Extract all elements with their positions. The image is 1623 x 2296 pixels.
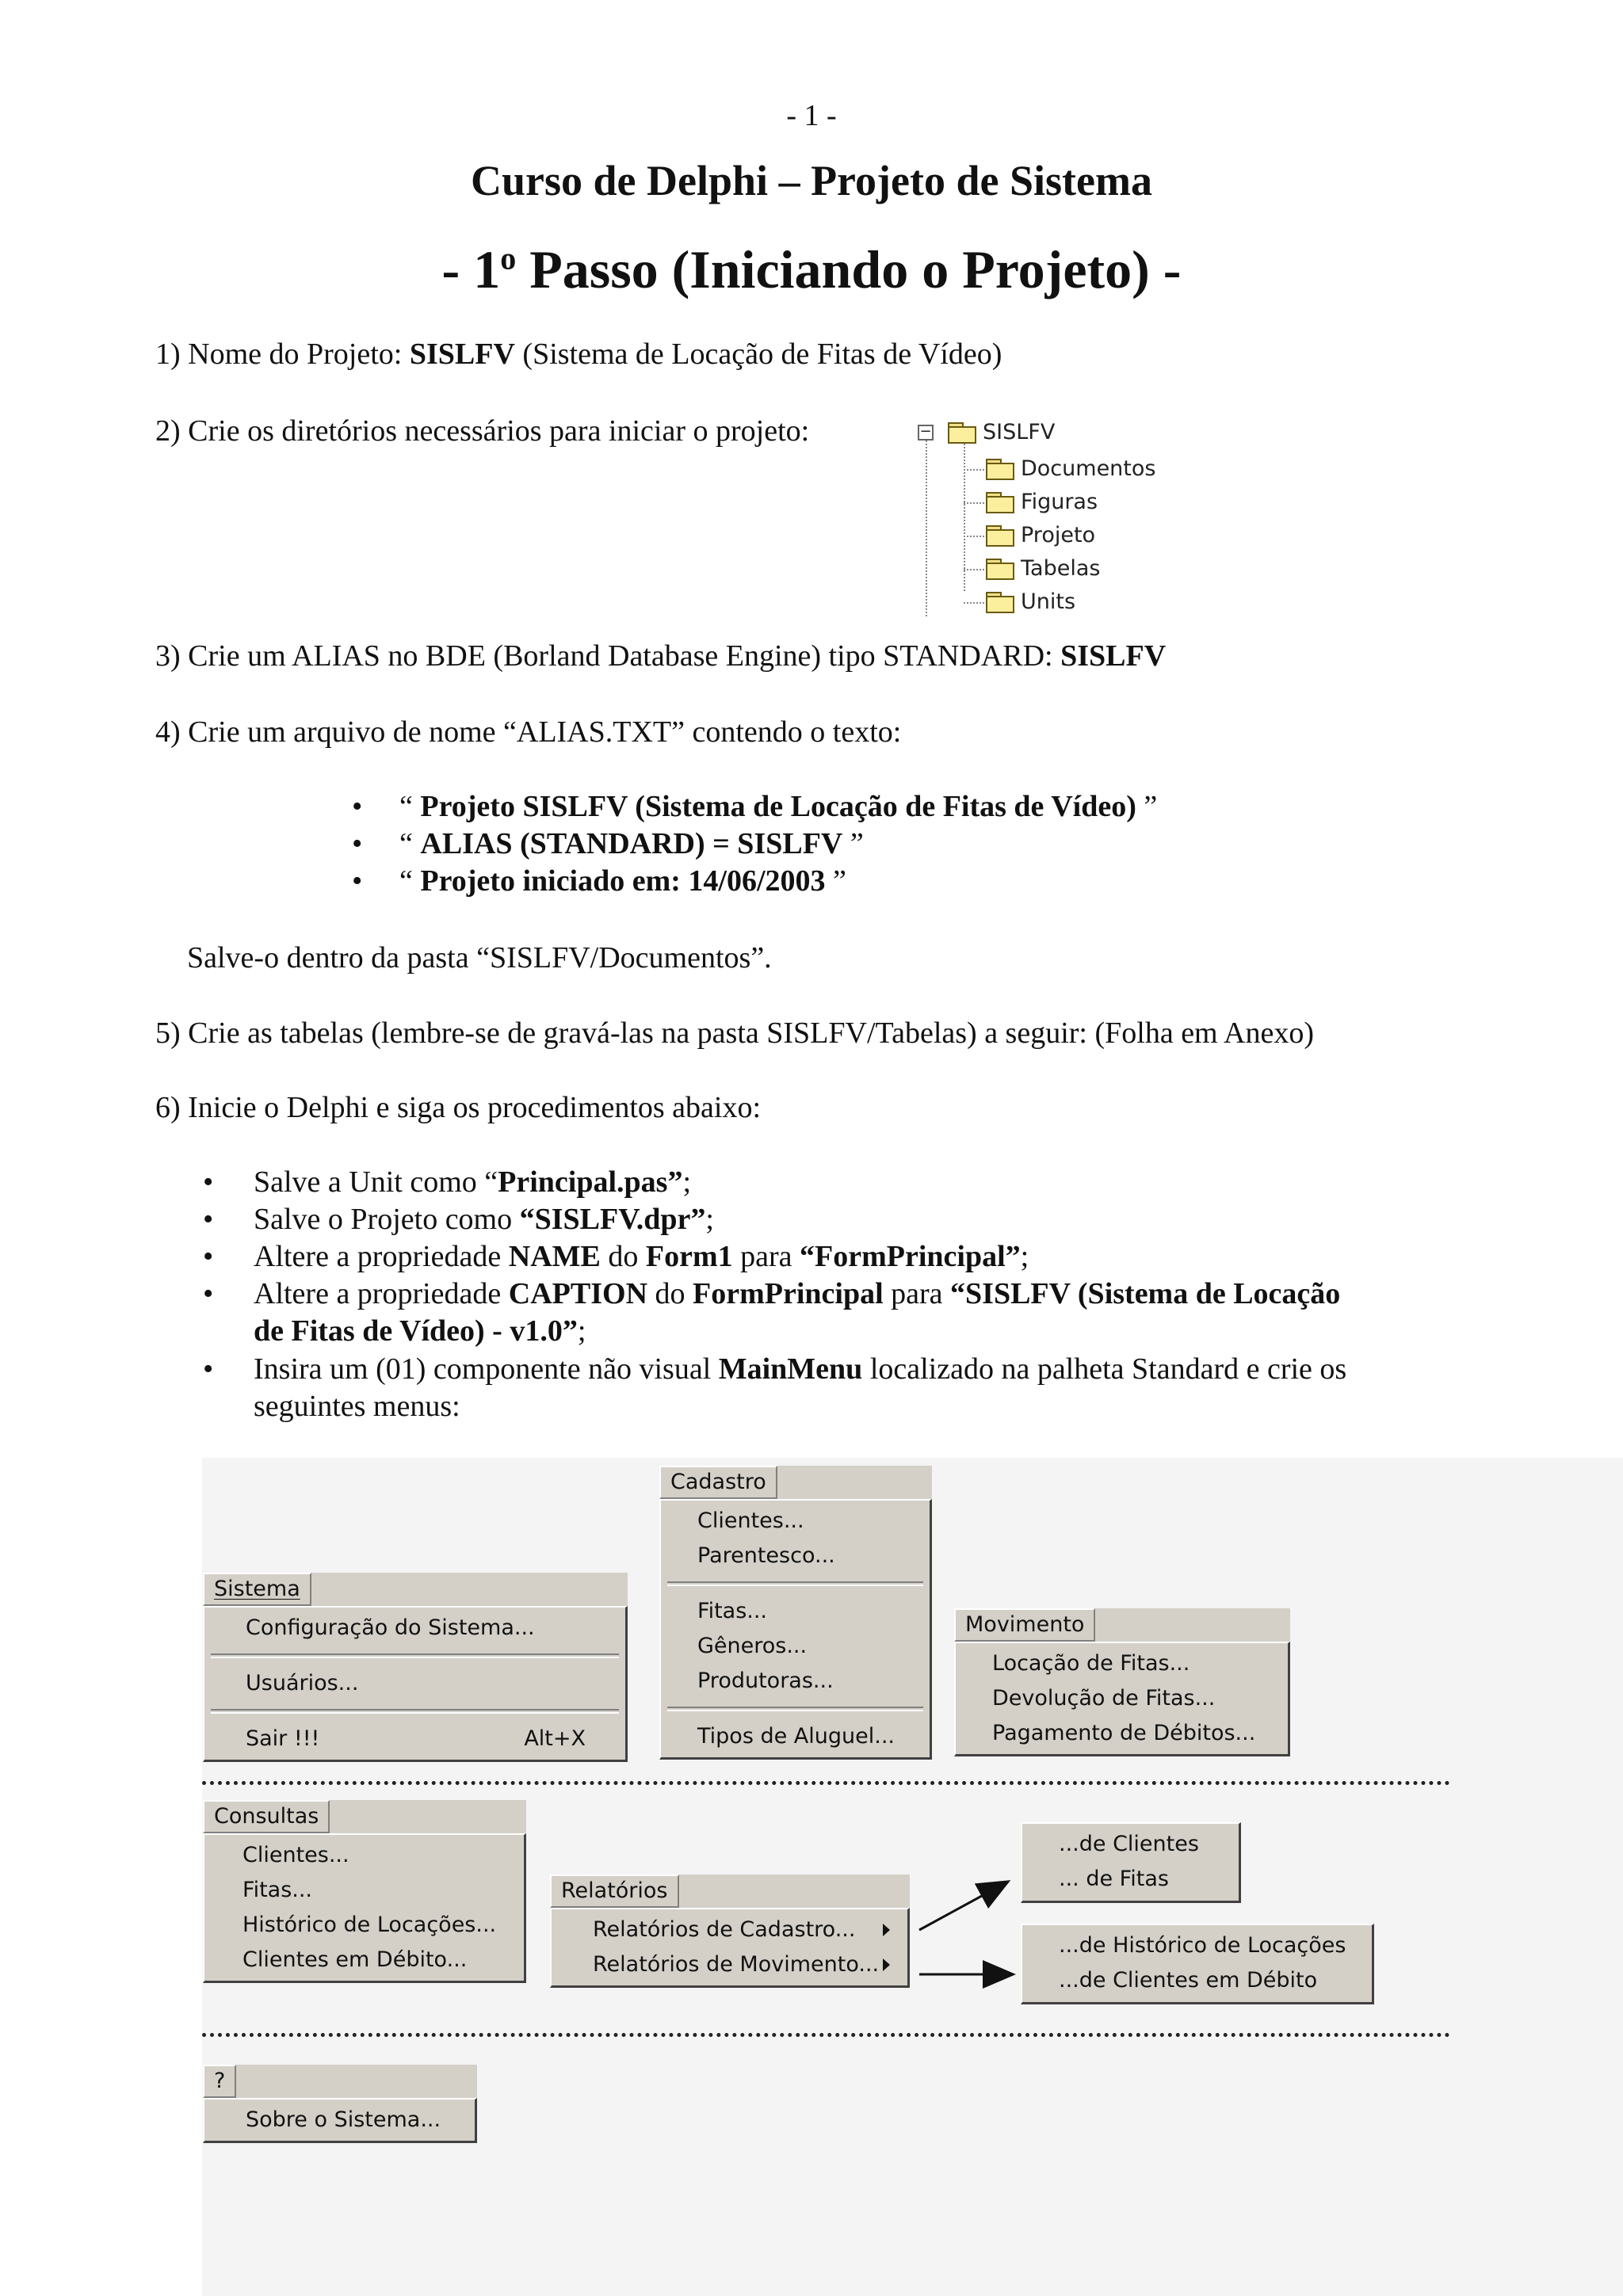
text-bold: FormPrincipal: [693, 1277, 884, 1310]
tree-item-label: Tabelas: [1021, 556, 1101, 581]
alias-line-text: Projeto iniciado em: 14/06/2003: [420, 864, 826, 898]
procedure-item-cont: seguintes menus:: [254, 1390, 460, 1423]
quote-open: “: [399, 864, 421, 898]
text-bold: CAPTION: [508, 1277, 648, 1310]
step-3-alias: SISLFV: [1060, 639, 1167, 673]
menu-title-sistema[interactable]: Sistema: [203, 1573, 311, 1606]
text: Salve a Unit como “: [254, 1165, 498, 1199]
text-bold: NAME: [508, 1240, 601, 1273]
bullet: •: [352, 790, 363, 823]
quote-close: ”: [842, 827, 864, 860]
alias-line-text: Projeto SISLFV (Sistema de Locação de Fitas de Vídeo): [420, 790, 1136, 823]
menu-item[interactable]: ...de Clientes em Débito: [1059, 1968, 1318, 1993]
page-title: Curso de Delphi – Projeto de Sistema: [471, 157, 1152, 204]
text-bold: Form1: [645, 1240, 733, 1273]
text-bold: “FormPrincipal”: [800, 1240, 1021, 1273]
text: ;: [705, 1203, 714, 1236]
menu-title-consultas[interactable]: Consultas: [203, 1800, 330, 1833]
save-note: Salve-o dentro da pasta “SISLFV/Documentos”.: [187, 941, 772, 974]
quote-open: “: [399, 827, 421, 860]
text-bold: MainMenu: [718, 1352, 863, 1386]
menu-shortcut: Alt+X: [524, 1726, 586, 1751]
tree-item-label: Figuras: [1021, 490, 1098, 514]
bullet: •: [203, 1240, 214, 1273]
text: localizado na palheta Standard e crie os: [862, 1352, 1347, 1386]
quote-close: ”: [825, 864, 846, 898]
menu-title-cadastro[interactable]: Cadastro: [659, 1466, 777, 1499]
menu-item[interactable]: Tipos de Aluguel...: [697, 1724, 895, 1749]
text-bold: de Fitas de Vídeo) - v1.0”: [254, 1314, 578, 1348]
text: Altere a propriedade: [254, 1240, 509, 1273]
text: ;: [577, 1314, 586, 1348]
menu-item[interactable]: Fitas...: [697, 1599, 768, 1623]
menu-item-label: Sair !!!: [246, 1726, 320, 1751]
step-1-desc: (Sistema de Locação de Fitas de Vídeo): [514, 338, 1002, 371]
menu-item-label: Relatórios de Cadastro...: [593, 1917, 856, 1942]
text: do: [600, 1240, 646, 1273]
text: para: [883, 1277, 951, 1310]
tree-item-label: Projeto: [1021, 523, 1096, 547]
step-5: 5) Crie as tabelas (lembre-se de gravá-las na pasta SISLFV/Tabelas) a seguir: (Folha em Anexo): [155, 1016, 1314, 1050]
tree-item-label: Documentos: [1021, 456, 1156, 481]
menu-item-label: Relatórios de Movimento...: [593, 1952, 880, 1977]
text-bold: “SISLFV.dpr”: [519, 1203, 706, 1236]
menu-item[interactable]: Parentesco...: [697, 1543, 835, 1568]
menu-item[interactable]: Devolução de Fitas...: [992, 1686, 1216, 1711]
quote-open: “: [399, 790, 421, 823]
bullet: •: [203, 1352, 214, 1386]
subtitle-sup: o: [500, 240, 517, 277]
menu-item[interactable]: Locação de Fitas...: [992, 1651, 1190, 1676]
tree-root-label: SISLFV: [983, 420, 1056, 444]
menu-item[interactable]: Clientes...: [242, 1843, 349, 1867]
menu-panel: [203, 2098, 477, 2143]
step-6: 6) Inicie o Delphi e siga os procedimentos abaixo:: [155, 1091, 762, 1124]
menu-title-ajuda[interactable]: ?: [203, 2065, 236, 2098]
bullet: •: [203, 1203, 214, 1236]
menu-ajuda[interactable]: [203, 2065, 477, 2147]
step-1-project: SISLFV: [409, 338, 515, 371]
bullet: •: [203, 1165, 214, 1199]
step-3-text: 3) Crie um ALIAS no BDE (Borland Database Engine) tipo STANDARD:: [155, 639, 1061, 673]
text: Altere a propriedade: [254, 1277, 509, 1310]
menu-title-movimento[interactable]: Movimento: [954, 1608, 1095, 1642]
text: Salve o Projeto como: [254, 1203, 520, 1236]
menu-bar: [203, 2065, 477, 2098]
step-2: 2) Crie os diretórios necessários para iniciar o projeto:: [155, 414, 810, 448]
menu-item[interactable]: Usuários...: [246, 1671, 359, 1695]
text-bold: “SISLFV (Sistema de Locação: [950, 1277, 1341, 1310]
bullet: •: [352, 864, 363, 898]
menu-item[interactable]: Pagamento de Débitos...: [992, 1721, 1256, 1745]
arrow-to-cadastro-submenu-icon: [919, 1882, 1006, 1930]
menu-item[interactable]: Produtoras...: [697, 1669, 834, 1693]
text: para: [732, 1240, 800, 1273]
bullet: •: [352, 827, 363, 860]
subtitle-post: Passo (Iniciando o Projeto) -: [516, 239, 1182, 299]
menu-item[interactable]: Clientes...: [697, 1508, 804, 1533]
text-bold: Principal.pas”: [498, 1165, 683, 1199]
text: ;: [682, 1165, 692, 1199]
page-number: - 1 -: [786, 99, 837, 132]
menu-item[interactable]: ...de Histórico de Locações: [1059, 1933, 1346, 1958]
menu-item[interactable]: ... de Fitas: [1059, 1867, 1169, 1891]
text: ;: [1020, 1240, 1029, 1273]
menu-item[interactable]: Configuração do Sistema...: [246, 1615, 535, 1640]
quote-close: ”: [1136, 790, 1158, 823]
alias-line-text: ALIAS (STANDARD) = SISLFV: [420, 827, 843, 860]
text: do: [647, 1277, 693, 1310]
menu-item[interactable]: Fitas...: [242, 1878, 313, 1902]
bullet: •: [203, 1277, 214, 1310]
text: Insira um (01) componente não visual: [254, 1352, 719, 1386]
menu-item[interactable]: ...de Clientes: [1059, 1832, 1199, 1856]
step-1-text: 1) Nome do Projeto:: [155, 338, 410, 371]
menu-item[interactable]: Histórico de Locações...: [242, 1913, 497, 1937]
tree-item-label: Units: [1021, 589, 1076, 614]
collapse-icon[interactable]: −: [918, 425, 934, 441]
subtitle-pre: - 1: [441, 239, 501, 299]
menu-item[interactable]: Sobre o Sistema...: [246, 2107, 441, 2132]
menu-title-relatorios[interactable]: Relatórios: [550, 1875, 679, 1908]
menu-item[interactable]: Clientes em Débito...: [242, 1947, 468, 1972]
dotted-divider: [202, 2033, 1450, 2037]
step-4: 4) Crie um arquivo de nome “ALIAS.TXT” contendo o texto:: [155, 715, 902, 749]
menu-item[interactable]: Gêneros...: [697, 1634, 808, 1658]
